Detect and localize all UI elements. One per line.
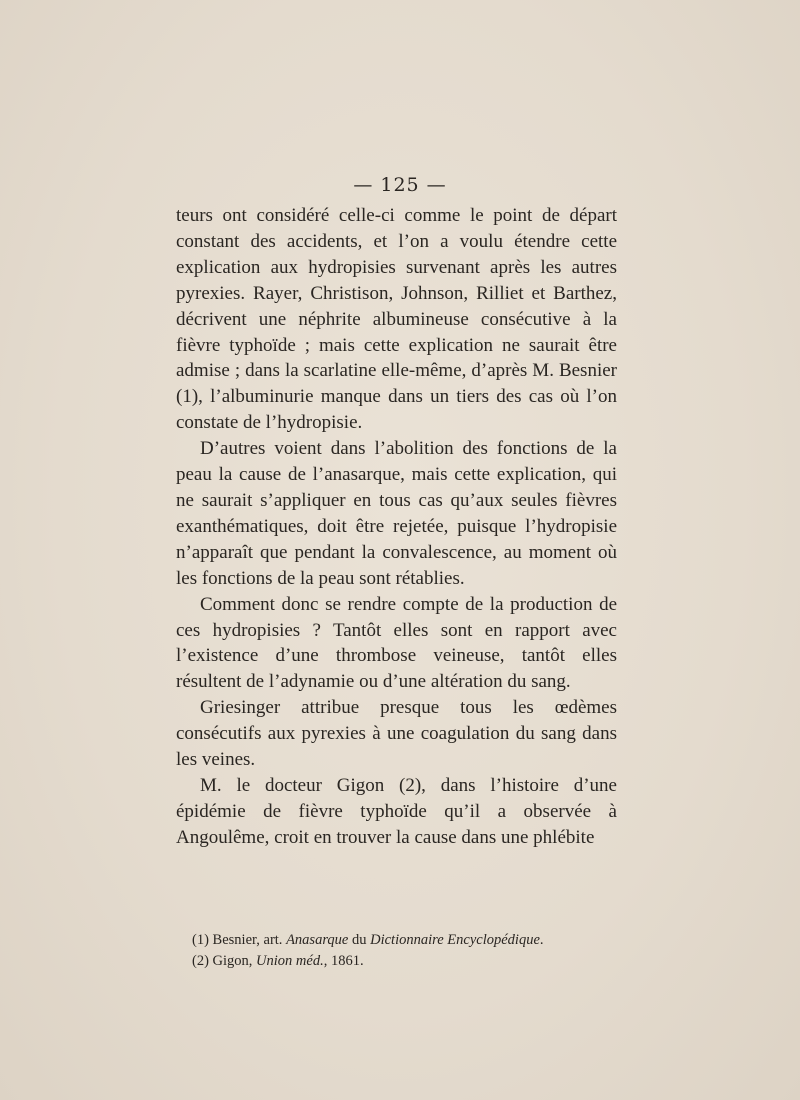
footnote-end: . xyxy=(539,932,544,948)
paragraph: teurs ont considéré celle-ci comme le point de départ constant des accidents, et l’on a voulu étendre cette explication aux hydropisies survenant après les autres pyrexies. Rayer, Christison, Johnson, Rilliet et Barthez, décrivent une néphrite albumineuse consécutive à la fièvre typhoïde ; mais cette explication ne saurait être admise ; dans la scarlatine elle-même, d’après M. Besnier (1), l’albuminurie manque dans un tiers des cas où l’on constate de l’hydropisie. xyxy=(176,205,617,434)
paragraph: D’autres voient dans l’abolition des fonctions de la peau la cause de l’anasarque, mais cette explication, qui ne saurait s’appliquer en tous cas qu’aux seules fièvres exanthématiques, doit être rejetée, puisque l’hydropisie n’apparaît que pendant la convalescence, au moment où les fonctions de la peau sont rétablies. xyxy=(176,438,617,589)
footnote-source: Dictionnaire Encyclopédique xyxy=(370,932,540,948)
page-number: — 125 — xyxy=(353,174,447,196)
footnotes xyxy=(192,930,622,972)
footnote-text: du xyxy=(351,932,367,948)
footnote-marker: (1) xyxy=(192,932,209,948)
paragraph: Griesinger attribue presque tous les œdèmes consécutifs aux pyrexies à une coagulation du sang dans les veines. xyxy=(176,697,617,771)
paragraph: M. le docteur Gigon (2), dans l’histoire d’une épidémie de fièvre typhoïde qu’il a observée à Angoulême, croit en trouver la cause dans une phlébite xyxy=(176,774,617,848)
footnote-2 xyxy=(192,951,622,972)
footnote-1 xyxy=(192,930,622,951)
footnote-marker: (2) xyxy=(192,953,209,969)
footnote-author: Besnier, art. xyxy=(212,932,283,948)
paragraph: Comment donc se rendre compte de la production de ces hydropisies ? Tantôt elles sont en rapport avec l’existence d’une thrombose veineuse, tantôt elles résultent de l’adynamie ou d’une altération du sang. xyxy=(176,593,617,693)
footnote-end: , 1861. xyxy=(323,953,364,969)
footnote-title: Union méd. xyxy=(256,953,324,969)
footnote-title: Anasarque xyxy=(286,932,349,948)
footnote-author: Gigon, xyxy=(212,953,253,969)
body-text xyxy=(176,203,617,851)
